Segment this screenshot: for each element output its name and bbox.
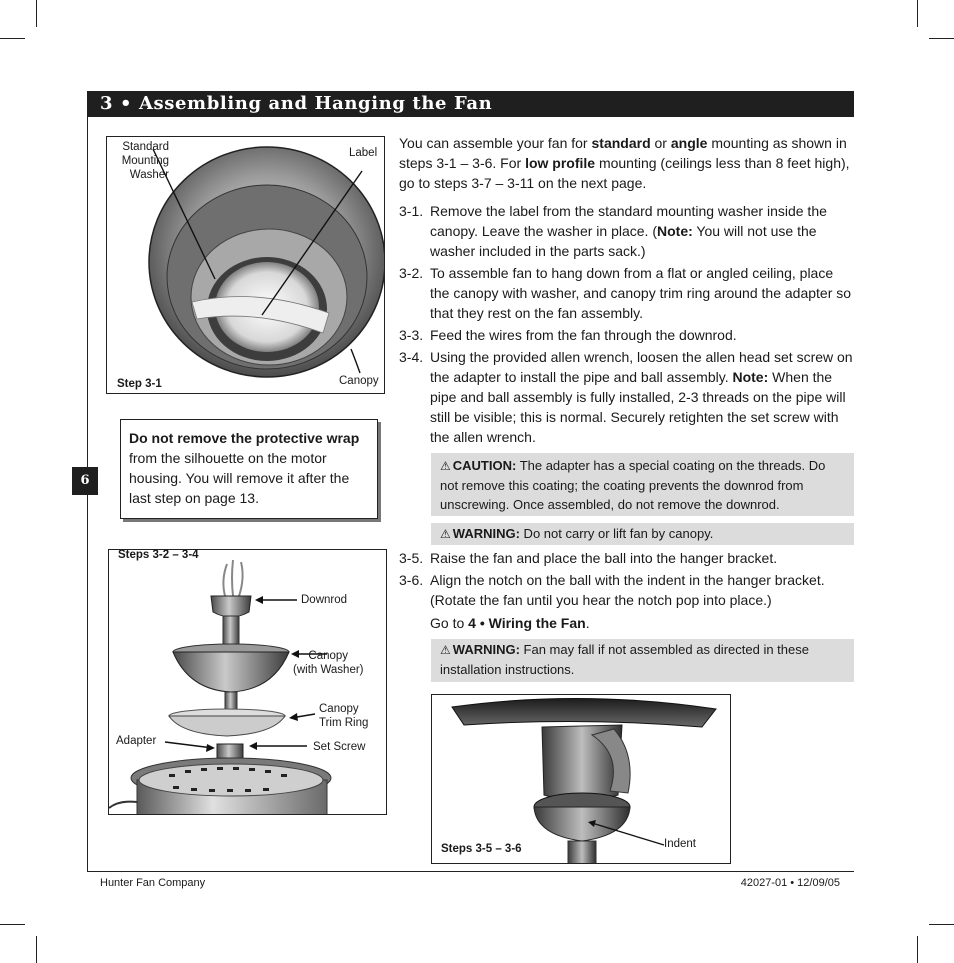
step-3-3: 3-3. Feed the wires from the fan through the downrod. [399,327,737,343]
label-canopy-with-washer: Canopy (with Washer) [293,650,364,676]
caution-box: ⚠ CAUTION: The adapter has a special coating on the threads. Do not remove this coating; the coating prevents the downrod from unscrewing. Once assembled, do not remove the downrod. [431,453,854,516]
crop-mark [929,924,954,925]
step-3-2: 3-2. To assemble fan to hang down from a flat or angled ceiling, place the canopy with washer, and canopy trim ring around the adapter so that they rest on the fan assembly. [399,265,852,321]
crop-mark [929,38,954,39]
footer-company: Hunter Fan Company [100,877,206,889]
protective-wrap-note [120,419,378,519]
figure-step-label: Step 3-1 [117,378,162,390]
step-3-1: 3-1. Remove the label from the standard mounting washer inside the canopy. Leave the washer in place. (Note: You will not use the washer included in the parts sack.) [399,203,827,259]
section-title: 3 • Assembling and Hanging the Fan [100,93,493,114]
label-adapter: Adapter [116,735,157,747]
step-3-6: 3-6. Align the notch on the ball with the indent in the hanger bracket. (Rotate the fan until you hear the notch pop into place.) [399,572,825,608]
section-title-bar [87,91,854,117]
label-downrod: Downrod [301,594,348,606]
label-canopy-trim-ring: Canopy Trim Ring [319,703,369,729]
warning-triangle-icon: ⚠ [440,459,451,473]
label-standard-mounting-washer: Standard Mounting Washer [121,141,169,181]
step-3-4: 3-4. Using the provided allen wrench, loosen the allen head set screw on the adapter to install the pipe and ball assembly. Note: When the pipe and ball assembly is fully installed, 2-3 threads on the pipe will still be visible; this is normal. Securely retighten the set screw with the allen wrench. [399,349,853,445]
warning-triangle-icon: ⚠ [440,527,451,541]
label-indent: Indent [664,838,696,850]
figure-steps-3-5-to-3-6 [431,694,731,864]
fan-assembly-illustration [109,550,387,815]
crop-mark [917,936,918,963]
warning-box-fall: ⚠ WARNING: Fan may fall if not assembled as directed in these installation instructions. [431,639,854,682]
note-bold: Do not remove the protective wrap [129,430,360,446]
figure-steps-3-2-to-3-4 [108,549,387,815]
crop-mark [917,0,918,27]
figure-step-label: Steps 3-5 – 3-6 [441,843,522,855]
steps-list-b [399,548,854,612]
page-number-tab: 6 [72,467,98,495]
warning-box-canopy: ⚠ WARNING: Do not carry or lift fan by canopy. [431,523,854,545]
page-frame-bottom [87,871,854,872]
crop-mark [36,936,37,963]
footer-doc-number: 42027-01 • 12/09/05 [740,877,840,889]
warning-triangle-icon: ⚠ [440,643,451,657]
figure-step-3-1 [106,136,385,394]
label-set-screw: Set Screw [313,741,366,753]
label-canopy: Canopy [339,375,379,387]
steps-list-a [399,201,854,449]
crop-mark [0,924,25,925]
label-label: Label [349,147,378,159]
crop-mark [0,38,25,39]
note-text: from the silhouette on the motor housing. You will remove it after the last step on page 13. [129,450,350,506]
step-3-5: 3-5. Raise the fan and place the ball into the hanger bracket. [399,550,778,566]
crop-mark [36,0,37,27]
figure-step-label: Steps 3-2 – 3-4 [118,549,199,561]
goto-next-section: Go to 4 • Wiring the Fan. [430,615,590,631]
intro-paragraph: You can assemble your fan for standard or angle mounting as shown in steps 3-1 – 3-6. For low profile mounting (ceilings less than 8 feet high), go to steps 3-7 – 3-11 on the next page. [399,135,850,191]
